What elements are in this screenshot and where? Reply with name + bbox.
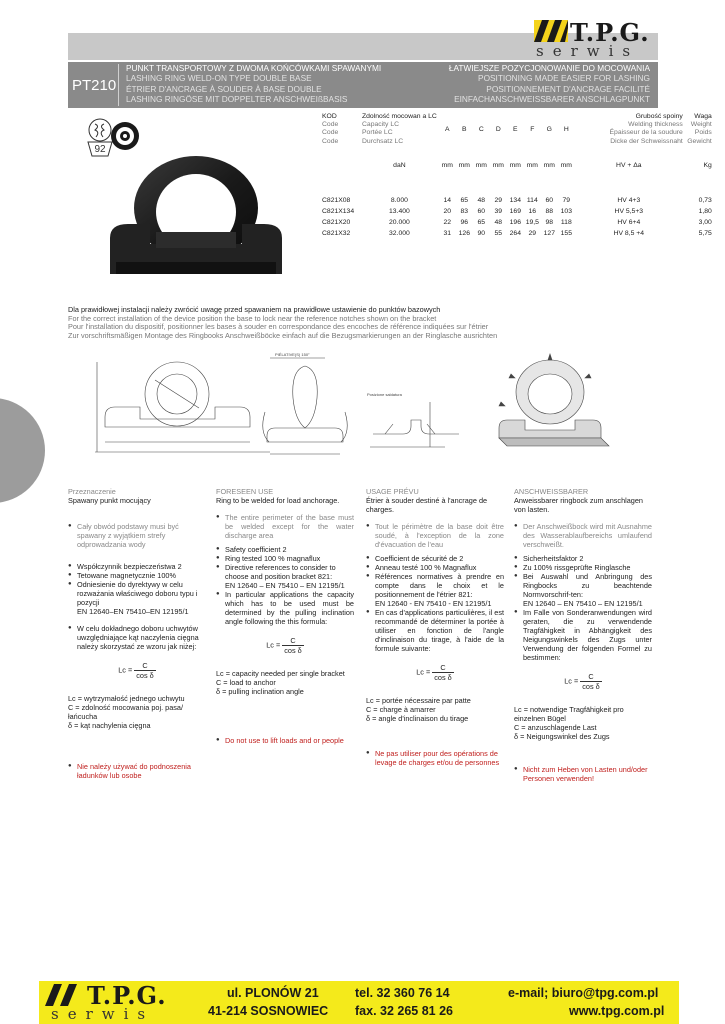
fr-warning: ● Ne pas utiliser pour des opérations de levage de charges et/ou de personnes bbox=[366, 749, 504, 767]
row-dim: 196 bbox=[509, 218, 521, 226]
col-h: H bbox=[563, 125, 569, 133]
heading-left-en: LASHING RING WELD-ON TYPE DOUBLE BASE bbox=[126, 73, 312, 84]
fr-list: ● Coefficient de sécurité de 2 ● Anneau testé 100 % Magnaflux ● Références normatives à prendre en compte dans le choix et le positionnement de l'étrier 821: EN 12640 - EN 75410 - EN 12195/1 bbox=[366, 554, 504, 608]
row-dim: 48 bbox=[494, 218, 503, 226]
logo-text: T.P.G. bbox=[570, 18, 650, 47]
logo-stripes-icon bbox=[534, 20, 568, 42]
de-bullet-perimeter: ● Der Anschweißbock wird mit Ausnahme des Wasserablaufbereichs umlaufend verschweißt. bbox=[514, 522, 652, 549]
row-dim: 103 bbox=[560, 207, 572, 215]
column-polish: Przeznaczenie Spawany punkt mocujący ● Cały obwód podstawy musi być spawany z wyjątkiem strefy odprowadzania wody ● Współczynnik bezpieczeństwa 2 ● Tetowane magnetycznie 100% ● Odniesienie do dyrektywy w celu rozważania właściwego doboru typu i pozycji EN 12640–EN 75410–EN 12195/1 ● W celu dokładnego doboru uchwytów uwzględniające kąt naczylenia cięgna należy skorzystać ze wzoru jak niżej: Lc = $\frac{C}{\text{cos δ}}$ Lc = wytrzymałość jednego uchwytu C = zdolność mocowania poj. pasa/łańcucha δ = kąt nachylenia cięgna ● Nie należy używać do podnoszenia ładunków lub osobe bbox=[68, 487, 206, 780]
col-c: C bbox=[478, 125, 484, 133]
band-divider bbox=[118, 64, 119, 106]
row-thickness: HV 6+4 bbox=[617, 218, 641, 226]
technical-drawings bbox=[95, 352, 655, 462]
tpg-logo-top bbox=[534, 20, 656, 60]
row-weight: 0,73 bbox=[698, 196, 712, 204]
row-dim: 48 bbox=[477, 196, 486, 204]
row-dim: 19,5 bbox=[525, 218, 539, 226]
row-dim: 88 bbox=[545, 207, 554, 215]
footer-address-city: 41-214 SOSNOWIEC bbox=[208, 1004, 329, 1018]
footer-email[interactable]: e-mail; biuro@tpg.com.pl bbox=[508, 986, 659, 1000]
col-thickness: Grubość spoiny Welding thickness Épaisseur de la soudure Dicke der Schweissnaht bbox=[609, 113, 683, 145]
heading-left bbox=[126, 63, 381, 104]
column-english: FORESEEN USE Ring to be welded for load anchorage. ● The entire perimeter of the base must be welded except for the water discharge area ● Safety coefficient 2 ● Ring tested 100 % magnaflux ● Directive references to consider to choose and position bracket 821: EN 12640 – EN 75410 – EN 12195/1 ● In particular applications the capacity which has to be used must be determined by the pulling inclination angle following the this formula: Lc = $\frac{C}{\text{cos δ}}$ Lc = capacity needed per single bracket C = load to anchor δ = pulling inclination angle ● Do not use to lift loads and or people bbox=[216, 487, 354, 745]
en-bullet-perimeter: ● The entire perimeter of the base must be welded except for the water discharge area bbox=[216, 513, 354, 540]
row-dim: 134 bbox=[509, 196, 521, 204]
en-list: ● Safety coefficient 2 ● Ring tested 100 % magnaflux ● Directive references to consider to choose and position bracket 821: EN 12640 – EN 75410 – EN 12195/1 bbox=[216, 545, 354, 590]
row-dim: 98 bbox=[545, 218, 554, 226]
heading-left-fr: ÉTRIER D'ANCRAGE À SOUDER À BASE DOUBLE bbox=[126, 83, 322, 94]
en-formula: Lc = $\frac{C}{\text{cos δ}}$ bbox=[266, 636, 302, 655]
de-list: ● Sicherheitsfaktor 2 ● Zu 100% rissgeprüfte Ringlasche ● Bei Auswahl und Anbringung des Ringbocks zu beachtende Normvorschrif-ten: EN 12640 – EN 75410 – EN 12195/1 bbox=[514, 554, 652, 608]
fr-legend: Lc = portée nécessaire par patte C = charge à amarrer δ = angle d'inclinaison du tirage bbox=[366, 696, 471, 723]
row-code: C821X32 bbox=[322, 229, 351, 237]
en-warning: ● Do not use to lift loads and or people bbox=[216, 736, 354, 745]
drawing-side-view bbox=[263, 352, 348, 454]
product-photo bbox=[106, 150, 286, 280]
de-formula: Lc = $\frac{C}{\text{cos δ}}$ bbox=[564, 672, 600, 691]
col-f: F bbox=[530, 125, 535, 133]
quality-seal-icon bbox=[110, 121, 140, 151]
row-dim: 96 bbox=[460, 218, 469, 226]
drawing-weld-label: Posizione saldatura bbox=[367, 392, 402, 397]
column-german: ANSCHWEISSBARER Anweissbarer ringbock zum anschlagen von lasten. ● Der Anschweißbock wird mit Ausnahme des Wasserablaufbereichs umlaufend verschweißt. ● Sicherheitsfaktor 2 ● Zu 100% rissgeprüfte Ringlasche ● Bei Auswahl und Anbringung des Ringbocks zu beachtende Normvorschrif-ten: EN 12640 – EN 75410 – EN 12195/1 ● Im Falle von Sonderanwendungen wird geraten, die zu verwendende Tragfähigkeit in Abhängigkeit des Neigungswinkels des Zugs unter Verwendung der folgenden Formel zu bestimmen: Lc = $\frac{C}{\text{cos δ}}$ Lc = notwendige Tragfähigkeit pro einzelnen Bügel C = anzuschlagende Last δ = Neigungswinkel des Zugs ● Nicht zum Heben von Lasten und/oder Personen verwenden! bbox=[514, 487, 652, 783]
side-decoration-circle bbox=[0, 398, 45, 503]
row-dim: 65 bbox=[477, 218, 486, 226]
product-code: PT210 bbox=[72, 77, 117, 94]
heading-right-en: POSITIONING MADE EASIER FOR LASHING bbox=[478, 73, 650, 84]
column-french: USAGE PRÉVU Étrier à souder destiné à l'ancrage de charges. ● Tout le périmètre de la base doit être soudé, à l'exception de la zone d'évacuation de l'eau ● Coefficient de sécurité de 2 ● Anneau testé 100 % Magnaflux ● Références normatives à prendre en compte dans le choix et le positionnement de l'étrier 821: EN 12640 - EN 75410 - EN 12195/1 ● En cas d'applications particulières, il est recommandé de déterminer la portée à utiliser en fonction de l'angle d'inclinaison du tirage, à l'aide de la formule suivante: Lc = $\frac{C}{\text{cos δ}}$ Lc = portée nécessaire par patte C = charge à amarrer δ = angle d'inclinaison du tirage ● Ne pas utiliser pour des opérations de levage de charges et/ou de personnes bbox=[366, 487, 504, 767]
row-dim: 20 bbox=[443, 207, 452, 215]
row-thickness: HV 5,5+3 bbox=[614, 207, 644, 215]
row-dim: 79 bbox=[562, 196, 571, 204]
de-legend: Lc = notwendige Tragfähigkeit pro einzelnen Bügel C = anzuschlagende Last δ = Neigungswinkel des Zugs bbox=[514, 705, 624, 741]
col-d: D bbox=[495, 125, 501, 133]
logo-stripes-icon bbox=[45, 984, 85, 1006]
row-dim: 169 bbox=[509, 207, 521, 215]
col-b: B bbox=[462, 125, 467, 133]
drawing-weld-view bbox=[367, 392, 459, 447]
heading-right-de: EINFACHANSCHWEISSBARER ANSCHLAGPUNKT bbox=[454, 93, 650, 104]
table-row bbox=[322, 219, 712, 230]
row-dim: 264 bbox=[509, 229, 521, 237]
heading-left-de: LASHING RINGÖSE MIT DOPPELTER ANSCHWEIßBASIS bbox=[126, 93, 348, 104]
row-weight: 5,75 bbox=[698, 229, 712, 237]
row-capacity: 13.400 bbox=[389, 207, 410, 215]
row-dim: 65 bbox=[460, 196, 469, 204]
footer-tel[interactable]: tel. 32 360 76 14 bbox=[355, 986, 450, 1000]
row-dim: 14 bbox=[443, 196, 452, 204]
row-capacity: 32.000 bbox=[389, 229, 410, 237]
heading-right bbox=[420, 63, 650, 104]
row-code: C821X20 bbox=[322, 218, 351, 226]
badge-number: 92 bbox=[94, 144, 106, 155]
de-warning: ● Nicht zum Heben von Lasten und/oder Personen verwenden! bbox=[514, 765, 652, 783]
spec-table: KOD Code Code Code Zdolność mocowan a LC Capacity LC Portée LC Durchsatz LC A B C D E F G H Grubość spoiny Welding thickness Épaisseur de la soudure Dicke der Schweissnaht Waga Weight Poids Gewicht daN mm mm mm mm mm mm mm mm HV + Δa Kg C821X08 8.000 14 65 48 29 134 114 60 79 HV 4+3 0,73 C821X134 13.400 20 83 60 39 169 16 88 103 HV 5,5+3 1,80 C821X20 20.000 22 96 65 48 196 19,5 98 118 HV 6+4 3,00 C821X32 32.000 31 126 90 55 264 29 127 155 HV 8,5 +4 5,75 bbox=[322, 113, 712, 241]
row-dim: 118 bbox=[560, 218, 572, 226]
row-code: C821X08 bbox=[322, 196, 351, 204]
fr-bullet-perimeter: ● Tout le périmètre de la base doit être soudé, à l'exception de la zone d'évacuation de l'eau bbox=[366, 522, 504, 549]
col-a: A bbox=[445, 125, 450, 133]
row-dim: 83 bbox=[460, 207, 469, 215]
unit-thickness: HV + Δa bbox=[616, 161, 642, 169]
col-kod: KOD Code Code Code bbox=[322, 113, 339, 145]
fr-formula: Lc = $\frac{C}{\text{cos δ}}$ bbox=[416, 663, 452, 682]
pl-bullet-perimeter: ● Cały obwód podstawy musi być spawany z wyjątkiem strefy odprowadzania wody bbox=[68, 522, 206, 549]
row-capacity: 20.000 bbox=[389, 218, 410, 226]
unit-weight: Kg bbox=[703, 161, 712, 169]
en-legend: Lc = capacity needed per single bracket C = load to anchor δ = pulling inclination angle bbox=[216, 669, 345, 696]
installation-notice: Dla prawidłowej instalacji należy zwrócić uwagę przed spawaniem na prawidłowe ustawienie do punktów bazowych For the correct installation of the device position the base to lock near the reference notches shown on the bracket Pour l'installation du dispositif, positionner les bases à souder en correspondance des encoches de référence indiquées sur l'étrier Zur vorschriftsmäßigen Montage des Ringbooks Anschweißböcke einfach auf die Bezugsmarkierungen an der Ringlasche ausrichten bbox=[68, 305, 498, 340]
logo-subtext-bottom: serwis bbox=[51, 1005, 155, 1023]
row-dim: 127 bbox=[543, 229, 555, 237]
col-e: E bbox=[513, 125, 518, 133]
row-dim: 39 bbox=[494, 207, 503, 215]
row-thickness: HV 8,5 +4 bbox=[613, 229, 645, 237]
row-dim: 60 bbox=[545, 196, 554, 204]
row-thickness: HV 4+3 bbox=[617, 196, 641, 204]
col-capacity: Zdolność mocowan a LC Capacity LC Portée LC Durchsatz LC bbox=[362, 113, 437, 145]
row-dim: 60 bbox=[477, 207, 486, 215]
row-dim: 55 bbox=[494, 229, 503, 237]
footer-fax: fax. 32 265 81 26 bbox=[355, 1004, 453, 1018]
pl-legend: Lc = wytrzymałość jednego uchwytu C = zdolność mocowania poj. pasa/łańcucha δ = kąt nachylenia cięgna bbox=[68, 694, 185, 730]
tpg-logo-bottom bbox=[45, 983, 167, 1023]
row-dim: 31 bbox=[443, 229, 452, 237]
row-dim: 29 bbox=[494, 196, 503, 204]
row-weight: 3,00 bbox=[698, 218, 712, 226]
pl-formula: Lc = $\frac{C}{\text{cos δ}}$ bbox=[118, 661, 154, 680]
row-weight: 1,80 bbox=[698, 207, 712, 215]
logo-text-bottom: T.P.G. bbox=[87, 981, 167, 1010]
logo-subtext: serwis bbox=[536, 42, 640, 60]
col-weight: Waga Weight Poids Gewicht bbox=[687, 113, 712, 145]
footer-website[interactable]: www.tpg.com.pl bbox=[569, 1004, 665, 1018]
pl-warning: ● Nie należy używać do podnoszenia ładunków lub osobe bbox=[68, 762, 206, 780]
row-dim: 16 bbox=[528, 207, 537, 215]
unit-capacity: daN bbox=[393, 161, 406, 169]
drawing-front-view bbox=[95, 362, 270, 452]
pl-list: ● Współczynnik bezpieczeństwa 2 ● Tetowane magnetycznie 100% ● Odniesienie do dyrektywy w celu rozważania właściwego doboru typu i pozycji EN 12640–EN 75410–EN 12195/1 bbox=[68, 562, 206, 616]
row-dim: 155 bbox=[560, 229, 572, 237]
drawing-3d-view bbox=[499, 354, 609, 446]
row-code: C821X134 bbox=[322, 207, 355, 215]
row-dim: 29 bbox=[528, 229, 537, 237]
table-row bbox=[322, 208, 712, 219]
row-dim: 126 bbox=[458, 229, 470, 237]
row-capacity: 8.000 bbox=[390, 196, 408, 204]
table-row bbox=[322, 197, 712, 208]
row-dim: 22 bbox=[443, 218, 452, 226]
row-dim: 90 bbox=[477, 229, 486, 237]
table-row bbox=[322, 230, 712, 241]
row-dim: 114 bbox=[526, 196, 538, 204]
drawing-pull-label: PIÉLATIVE(S) 150° bbox=[275, 352, 310, 357]
heading-left-pl: PUNKT TRANSPORTOWY Z DWOMA KOŃCÓWKAMI SPAWANYMI bbox=[126, 63, 382, 73]
heading-right-pl: ŁATWIEJSZE POZYCJONOWANIE DO MOCOWANIA bbox=[448, 63, 650, 73]
footer-address-street: ul. PLONÓW 21 bbox=[227, 986, 319, 1000]
heading-right-fr: POSITIONNEMENT D'ANCRAGE FACILITÉ bbox=[486, 83, 650, 94]
col-g: G bbox=[546, 125, 552, 133]
